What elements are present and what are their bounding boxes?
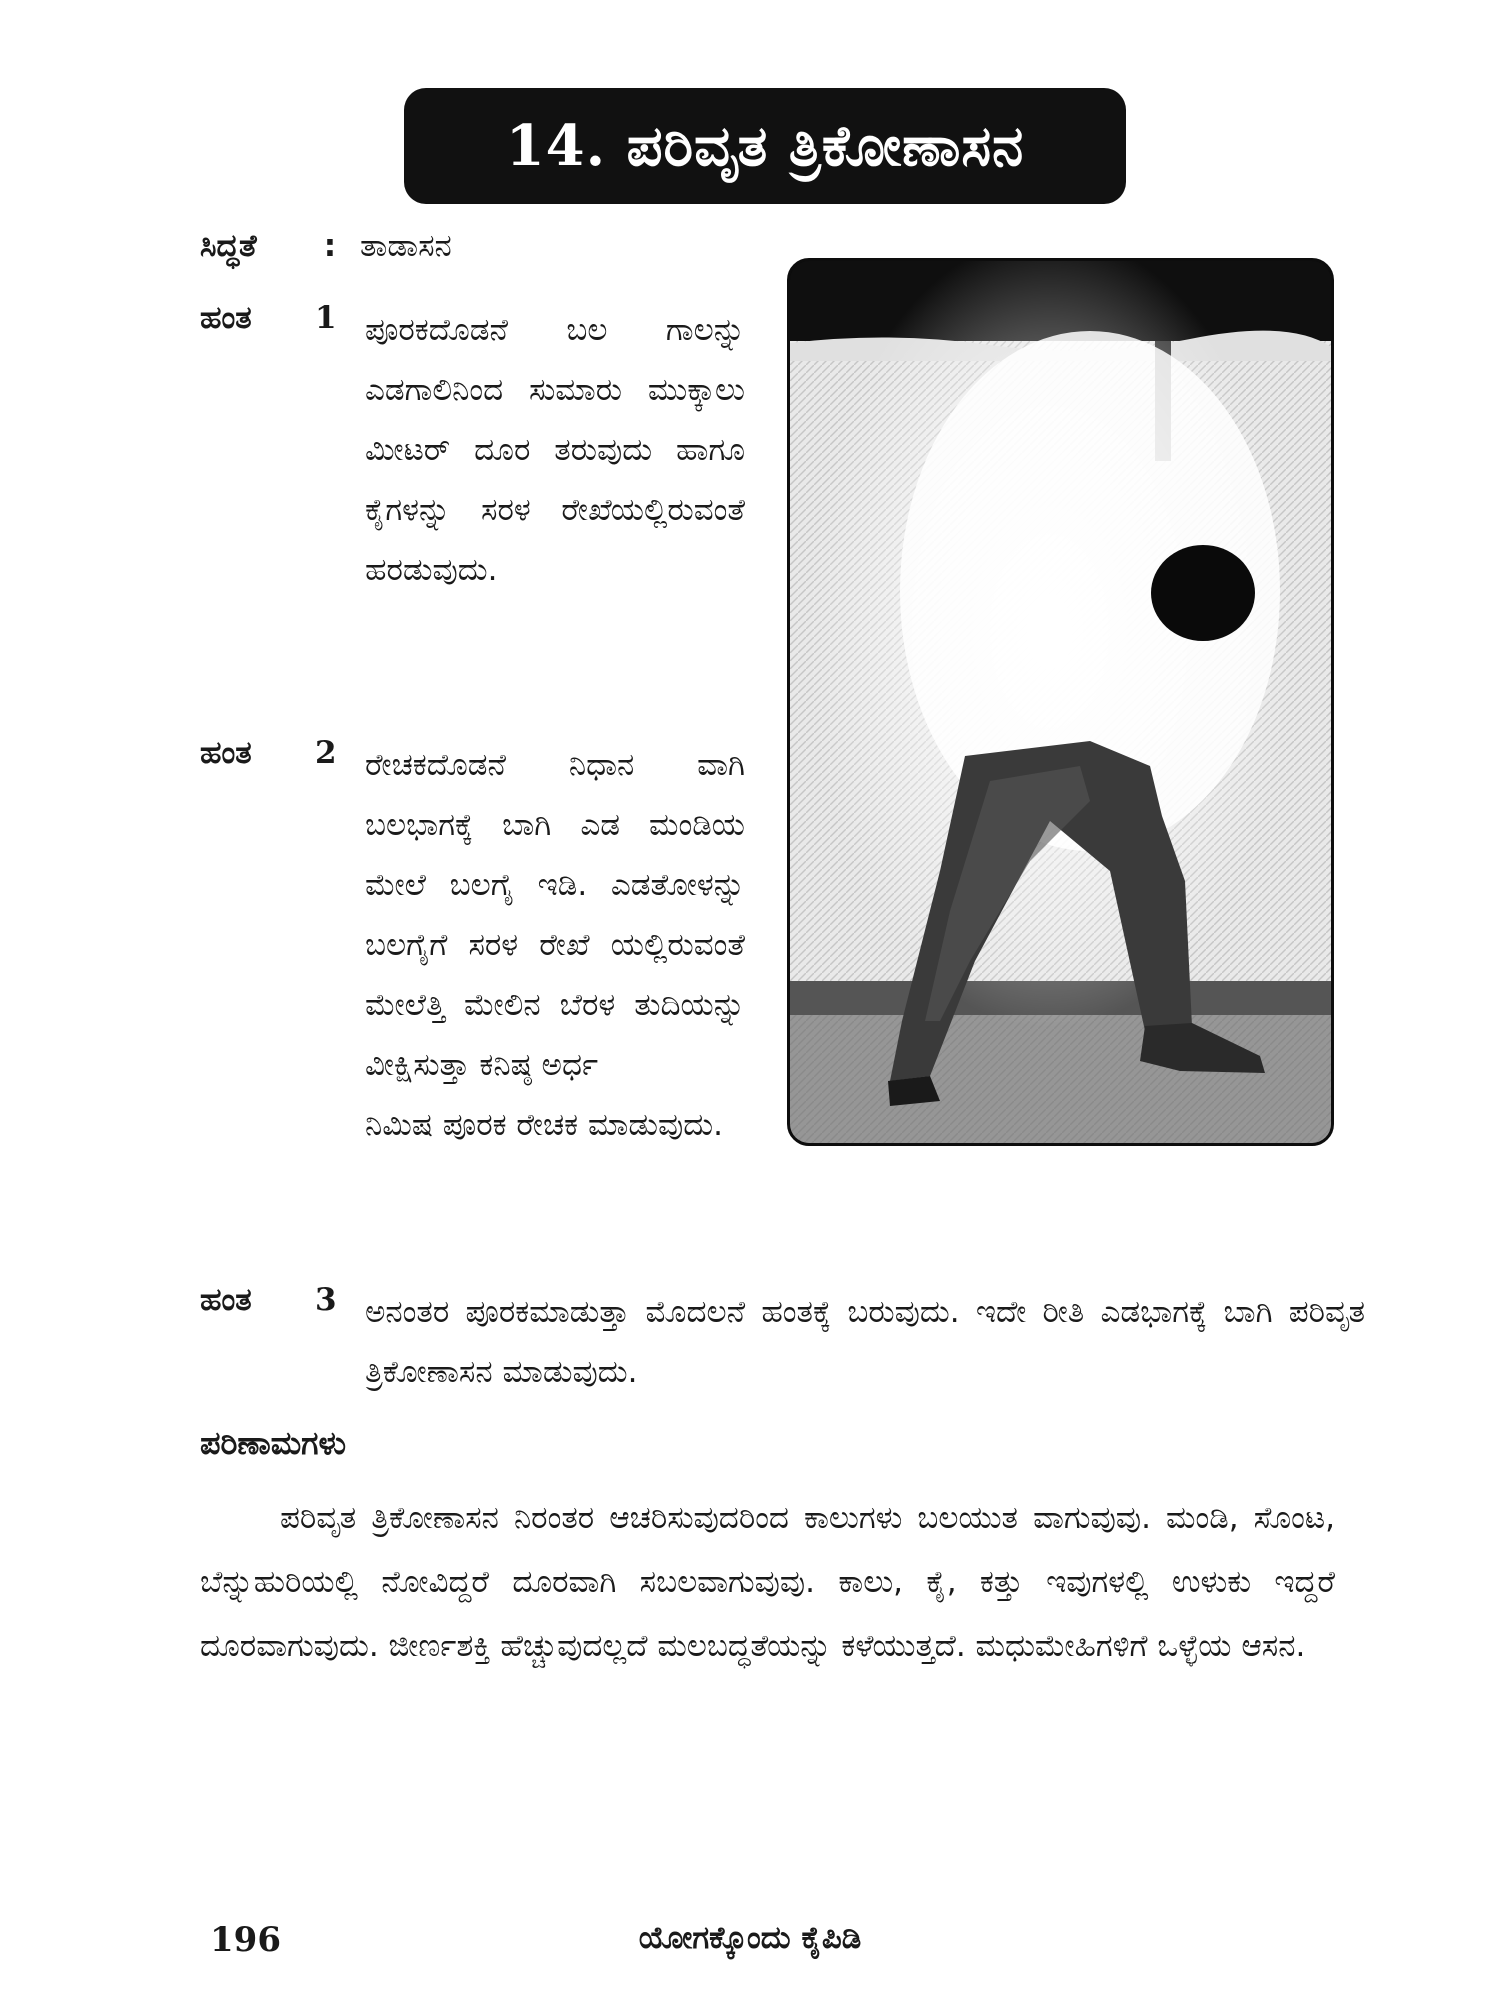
preparation-colon: : [323, 228, 337, 264]
footer-page-number: 196 [210, 1920, 281, 1960]
step-number: 3 [315, 1282, 337, 1318]
step-label: ಹಂತ [200, 735, 252, 771]
pose-photo [787, 258, 1334, 1146]
results-paragraph: ಪರಿವೃತ ತ್ರಿಕೋಣಾಸನ ನಿರಂತರ ಆಚರಿಸುವುದರಿಂದ ಕಾಲುಗಳು ಬಲಯುತ ವಾಗುವುವು. ಮಂಡಿ, ಸೊಂಟ, ಬೆನ್ನುಹುರಿಯಲ್ಲಿ ನೋವಿದ್ದರೆ ದೂರವಾಗಿ ಸಬಲವಾಗುವುವು. ಕಾಲು, ಕೈ, ಕತ್ತು ಇವುಗಳಲ್ಲಿ ಉಳುಕು ಇದ್ದರೆ ದೂರವಾಗುವುದು. ಜೀರ್ಣಶಕ್ತಿ ಹೆಚ್ಚುವುದಲ್ಲದೆ ಮಲಬದ್ಧತೆಯನ್ನು ಕಳೆಯುತ್ತದೆ. ಮಧುಮೇಹಿಗಳಿಗೆ ಒಳ್ಳೆಯ ಆಸನ. [200, 1500, 1335, 1664]
step-label: ಹಂತ [200, 1282, 252, 1318]
results-heading: ಪರಿಣಾಮಗಳು [200, 1424, 347, 1462]
step-number: 2 [315, 735, 337, 771]
step-text-block [365, 735, 745, 1155]
footer-book-title: ಯೋಗಕ್ಕೊಂದು ಕೈಪಿಡಿ [638, 1920, 862, 1956]
step-text-last-line: ನಿಮಿಷ ಪೂರಕ ರೇಚಕ ಮಾಡುವುದು. [365, 1107, 723, 1143]
step-number: 1 [315, 300, 337, 336]
step-text: ಪೂರಕದೊಡನೆ ಬಲ ಗಾಲನ್ನು ಎಡಗಾಲಿನಿಂದ ಸುಮಾರು ಮುಕ್ಕಾಲು ಮೀಟರ್ ದೂರ ತರುವುದು ಹಾಗೂ ಕೈಗಳನ್ನು ಸರಳ ರೇಖೆಯಲ್ಲಿರುವಂತೆ ಹರಡುವುದು. [365, 312, 745, 588]
pose-photo-illustration [790, 261, 1331, 1143]
step-label: ಹಂತ [200, 300, 252, 336]
step-text: ರೇಚಕದೊಡನೆ ನಿಧಾನ ವಾಗಿ ಬಲಭಾಗಕ್ಕೆ ಬಾಗಿ ಎಡ ಮಂಡಿಯ ಮೇಲೆ ಬಲಗೈ ಇಡಿ. ಎಡತೋಳನ್ನು ಬಲಗೈಗೆ ಸರಳ ರೇಖೆ ಯಲ್ಲಿರುವಂತೆ ಮೇಲೆತ್ತಿ ಮೇಲಿನ ಬೆರಳ ತುದಿಯನ್ನು ವೀಕ್ಷಿಸುತ್ತಾ ಕನಿಷ್ಠ ಅರ್ಧ [365, 747, 745, 1083]
preparation-row [200, 228, 452, 265]
step-text: ಅನಂತರ ಪೂರಕಮಾಡುತ್ತಾ ಮೊದಲನೆ ಹಂತಕ್ಕೆ ಬರುವುದು. ಇದೇ ರೀತಿ ಎಡಭಾಗಕ್ಕೆ ಬಾಗಿ ಪರಿವೃತ ತ್ರಿಕೋಣಾಸನ ಮಾಡುವುದು. [365, 1294, 1365, 1390]
page-title: 14. ಪರಿವೃತ ತ್ರಿಕೋಣಾಸನ [404, 88, 1126, 204]
preparation-value: ತಾಡಾಸನ [360, 228, 452, 264]
preparation-label: ಸಿದ್ಧತೆ [200, 228, 257, 264]
